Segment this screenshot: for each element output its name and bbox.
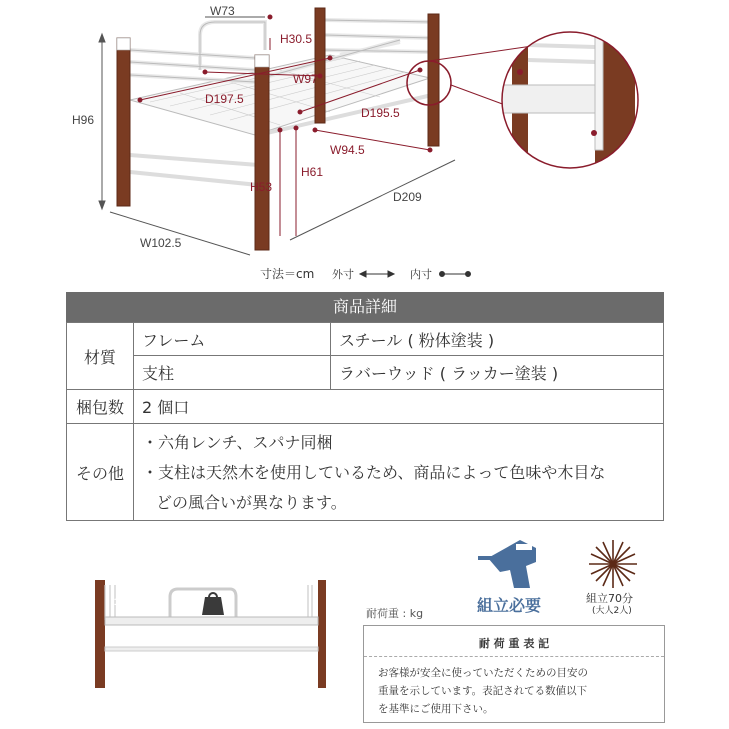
load-box-text <box>378 664 588 718</box>
dim-w97: W97 <box>293 72 318 86</box>
load-box-title: 耐 荷 重 表 記 <box>478 637 550 650</box>
dim-h53: H53 <box>250 180 273 194</box>
other-line-3: どの風合いが異なります。 <box>156 493 347 512</box>
post-back-right <box>428 14 439 146</box>
post-value: ラバーウッド ( ラッカー塗装 ) <box>330 355 664 390</box>
dim-h61: H61 <box>301 165 324 179</box>
assembly-time: 組立70分 <box>586 592 633 605</box>
dim-d197-5: D197.5 <box>205 92 244 106</box>
other-label: その他 <box>66 423 134 521</box>
frame-label: フレーム <box>133 322 331 356</box>
package-value: 2 個口 <box>133 389 664 424</box>
post-front-right <box>255 55 269 250</box>
dim-d209: D209 <box>393 190 422 204</box>
dim-w73: W73 <box>210 4 235 18</box>
clock-burst-icon <box>583 538 643 590</box>
spec-table-title: 商品詳細 <box>66 292 664 322</box>
load-text-line-2: 重量を示しています。表記されてる数値以下 <box>378 685 588 697</box>
legend-unit: 寸法＝cm <box>260 267 315 281</box>
zoom-detail <box>500 30 640 170</box>
post-label: 支柱 <box>133 355 331 390</box>
bed-deck <box>130 55 430 135</box>
load-text-line-1: お客様が安全に使っていただくための目安の <box>378 667 588 679</box>
drill-icon <box>478 530 558 592</box>
load-bed-illustration <box>90 575 335 690</box>
dim-h96: H96 <box>72 113 95 127</box>
other-line-1: ・六角レンチ、スパナ同梱 <box>142 433 333 452</box>
frame-value: スチール ( 粉体塗装 ) <box>330 322 664 356</box>
load-box-divider <box>364 656 664 657</box>
dim-w102-5: W102.5 <box>140 236 182 250</box>
legend-inner: 内寸 <box>410 268 432 281</box>
package-label: 梱包数 <box>66 389 134 424</box>
load-unit-label: 耐荷重 : kg <box>366 607 424 620</box>
load-notice-box <box>363 625 665 723</box>
dim-h30-5: H30.5 <box>280 32 313 46</box>
load-badge: 120 <box>113 598 133 608</box>
dim-w94-5: W94.5 <box>330 143 365 157</box>
legend-outer: 外寸 <box>332 268 354 281</box>
assembly-people: (大人2人) <box>592 606 632 616</box>
load-text-line-3: を基準にご使用下さい。 <box>378 703 494 715</box>
dim-d195-5: D195.5 <box>361 106 400 120</box>
assembly-required: 組立必要 <box>477 596 542 615</box>
post-front-left <box>117 38 130 206</box>
other-line-2: ・支柱は天然木を使用しているため、商品によって色味や木目な <box>142 463 606 482</box>
material-label: 材質 <box>66 322 134 390</box>
